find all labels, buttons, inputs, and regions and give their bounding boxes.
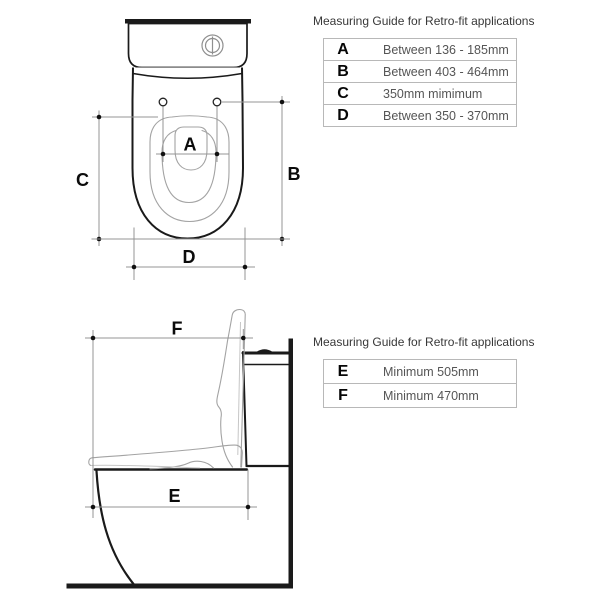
measure-key: B [337, 62, 349, 80]
table-row [324, 383, 516, 407]
table-row [324, 104, 516, 126]
measure-key: F [338, 386, 348, 404]
table-row [324, 360, 516, 383]
dim-label-f: F [171, 318, 183, 339]
measuring-table [323, 359, 517, 408]
dim-label-d: D [182, 247, 196, 267]
measure-key: E [337, 362, 349, 380]
measuring-table [323, 38, 517, 127]
fixing-hole-left [159, 98, 167, 106]
table-row [324, 82, 516, 104]
measure-key: C [337, 84, 349, 102]
seat-side-outline [89, 445, 243, 469]
table-row [324, 39, 516, 60]
measure-value: Between 403 - 464mm [383, 64, 509, 79]
measure-value: Between 136 - 185mm [383, 42, 509, 57]
floor-line [67, 584, 294, 589]
dimension-e [85, 470, 257, 521]
dim-label-c: C [76, 170, 89, 190]
dim-label-b: B [287, 164, 301, 184]
top-measuring-guide [313, 15, 553, 127]
dim-label-e: E [168, 486, 181, 506]
flush-button-icon [202, 35, 223, 56]
top-view-diagram [76, 19, 301, 280]
measure-value: Minimum 505mm [383, 364, 479, 379]
measure-value: Between 350 - 370mm [383, 108, 509, 123]
measure-value: Minimum 470mm [383, 388, 479, 403]
fixing-hole-right [213, 98, 221, 106]
guide-title: Measuring Guide for Retro-fit applications [313, 14, 535, 28]
pan-front-curve [97, 471, 134, 584]
cistern-side-view [243, 349, 289, 466]
measure-value: 350mm mimimum [383, 86, 483, 101]
side-measuring-guide [313, 336, 553, 408]
wall-line [289, 339, 294, 586]
dim-label-a: A [183, 134, 197, 155]
table-row [324, 60, 516, 82]
measure-key: D [337, 106, 349, 124]
guide-title: Measuring Guide for Retro-fit applications [313, 335, 535, 349]
raised-lid-outline [217, 310, 245, 468]
cistern-top-view [129, 24, 248, 68]
measure-key: A [337, 40, 349, 58]
flush-button-side [257, 349, 272, 351]
side-view-diagram [67, 310, 294, 589]
